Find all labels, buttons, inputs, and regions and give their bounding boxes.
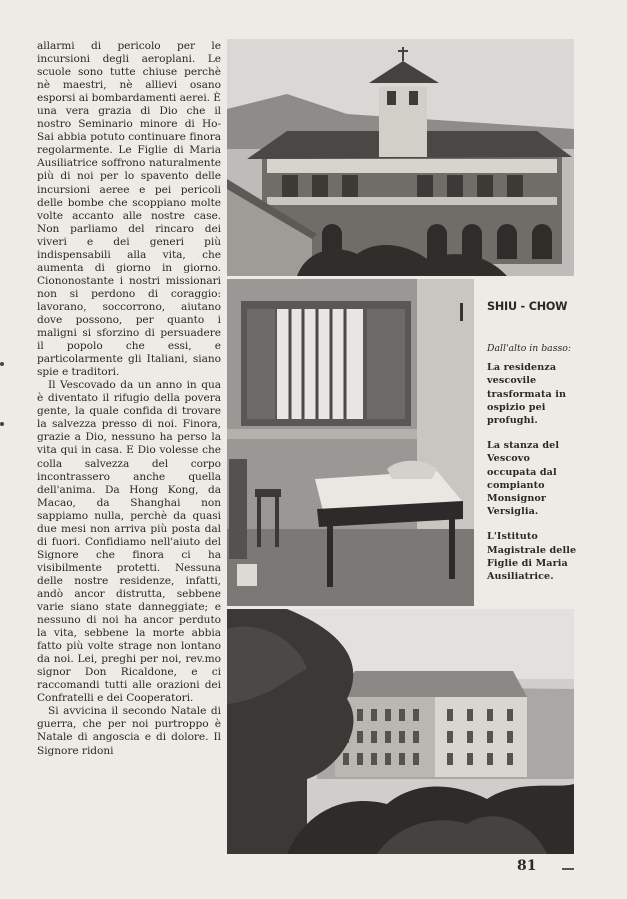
caption-title: SHIU - CHOW [487,300,568,313]
article-paragraph: Si avvicina il secondo Natale di guerra, che per noi purtroppo è Natale di angoscia e di dolore. Il Signore ridoni [37,705,221,757]
photo-institute [227,609,574,854]
margin-dot [0,362,4,366]
room-photo-graphic [227,279,474,606]
page-number: 81 [517,858,537,874]
margin-dot [0,422,4,426]
article-paragraph: Il Vescovado da un anno in qua è diventato il rifugio della povera gente, la quale confida di trovare la salvezza presso di noi. Finora, grazie a Dio, nessuno ha perso la vita qui in casa. E Dio volesse che colla salvezza del corpo incontrassero anche quella dell'anima. Da Hong Kong, da Macao, da Shanghai non sappiamo nulla, perchè da quasi due mesi non arriva più posta dal di fuori. Confidiamo nell'aiuto del Signore che finora ci ha visibilmente protetti. Nessuna delle nostre residenze, infatti, andò ancor distrutta, sebbene varie siano state danneggiate; e nessuno di noi ha ancor perduto la vita, sebbene la morte abbia fatto più volte strage non lontano da noi. Lei, preghi per noi, rev.mo signor Don Ricaldone, e ci raccomandi tutti alle orazioni dei Confratelli e dei Cooperatori. [37,379,221,705]
caption-subtitle: Dall'alto in basso: [487,343,571,355]
article-text-column [37,40,221,758]
article-paragraph: allarmi di pericolo per le incursioni degli aeroplani. Le scuole sono tutte chiuse perchè nè maestri, nè allievi osano esporsi ai bombardamenti aerei. È una vera grazia di Dio che il nostro Seminario minore di Ho-Sai abbia potuto continuare finora regolarmente. Le Figlie di Maria Ausiliatrice soffrono naturalmente più di noi per lo spavento delle incursioni aeree e pei pericoli delle bombe che scoppiano molte volte accanto alle nostre case. Non parliamo del rincaro dei viveri e dei generi più indispensabili alla vita, che aumenta di giorno in giorno. Ciononostante i nostri missionari non si perdono di coraggio: lavorano, soccorrono, aiutano dove possono, per quanto i maligni si sforzino di persuadere il popolo che essi, e particolarmente gli Italiani, siano spie e traditori. [37,40,221,379]
photo-bishop-room [227,279,474,606]
residence-photo-graphic [227,39,574,276]
caption-item: La stanza del Vescovo occupata dal compianto Monsignor Versiglia. [487,440,560,518]
photo-captions [487,300,579,595]
institute-photo-graphic [227,609,574,854]
caption-item: La residenza vescovile trasformata in ospizio pei profughi. [487,362,567,426]
caption-item: L'Istituto Magistrale delle Figlie di Maria Ausiliatrice. [487,531,577,583]
page-number-dash [562,868,574,870]
photo-bishop-residence [227,39,574,276]
